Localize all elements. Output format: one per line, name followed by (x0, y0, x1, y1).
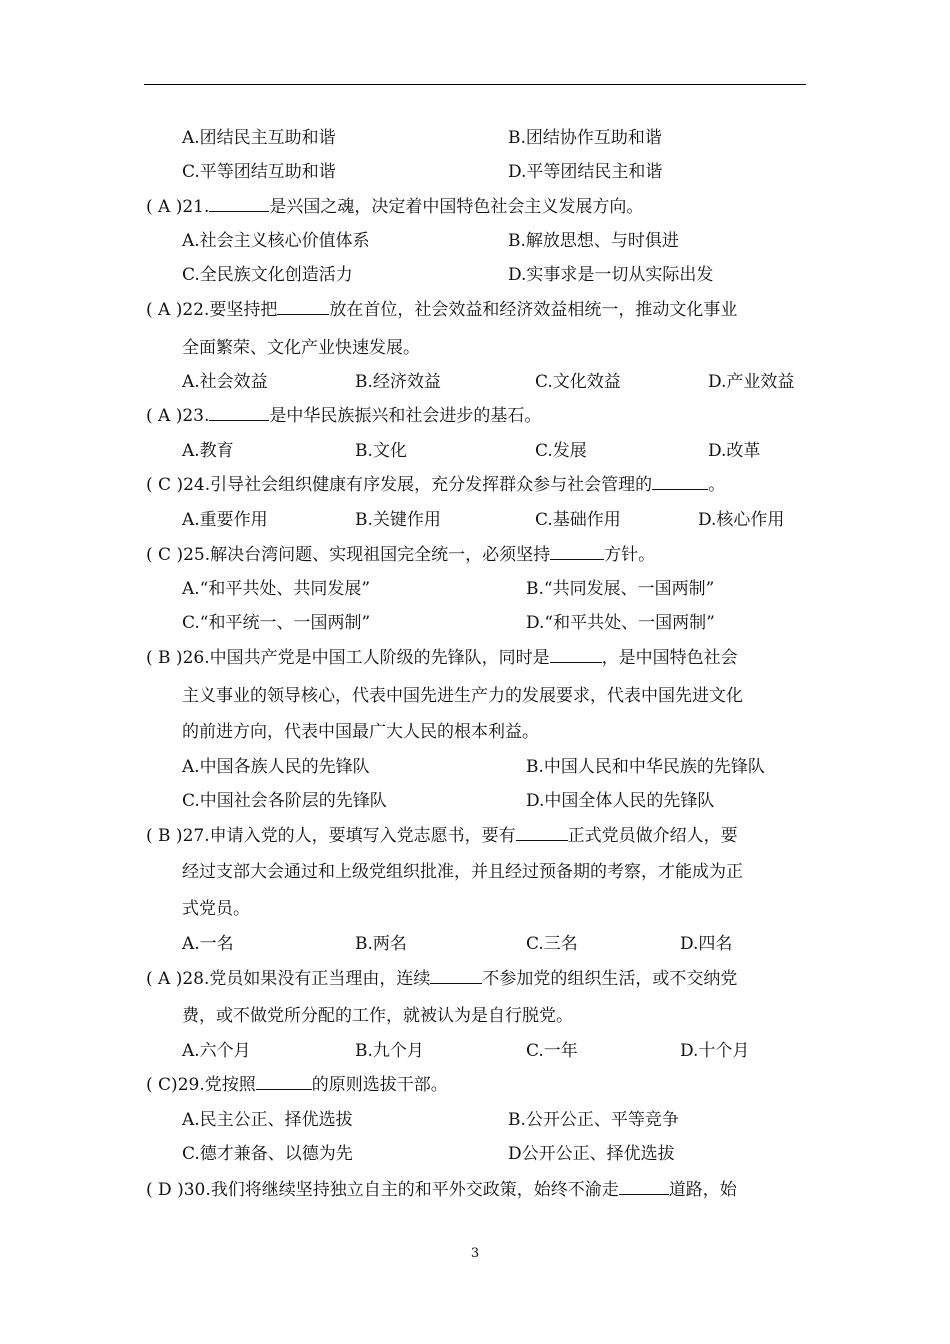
question-text: 解决台湾问题、实现祖国完全统一，必须坚持 (210, 545, 551, 565)
question-number: 26. (182, 648, 210, 668)
answer-marker: ( C) (146, 1075, 178, 1095)
question-26 (146, 646, 738, 670)
answer-blank (430, 967, 482, 984)
option-a: A.一名 (182, 934, 234, 954)
question-text: 申请入党的人，要填写入党志愿书，要有 (209, 826, 516, 846)
option-a: A.民主公正、择优选拔 (182, 1110, 353, 1130)
option-b: B.九个月 (355, 1041, 424, 1061)
question-number: 25. (183, 545, 211, 565)
question-number: 22. (182, 300, 210, 320)
answer-blank (652, 473, 708, 490)
question-text-cont: 方针。 (604, 545, 656, 565)
answer-blank (209, 195, 269, 212)
question-27 (146, 824, 738, 848)
question-30 (146, 1178, 737, 1202)
question-text-cont: 的原则选拔干部。 (311, 1075, 448, 1095)
answer-blank (277, 298, 329, 315)
option-c: C.“和平统一、一国两制” (182, 613, 371, 633)
option-a: A.社会主义核心价值体系 (182, 231, 370, 251)
question-23 (146, 404, 541, 428)
question-continuation: 式党员。 (182, 899, 250, 919)
question-text-cont: 放在首位，社会效益和经济效益相统一，推动文化事业 (329, 300, 738, 320)
question-text: 我们将继续坚持独立自主的和平外交政策，始终不渝走 (210, 1180, 619, 1200)
option-c: C.平等团结互助和谐 (182, 162, 336, 182)
option-a: A.团结民主互助和谐 (182, 128, 336, 148)
answer-blank (550, 543, 604, 560)
answer-marker: ( C ) (146, 545, 184, 565)
option-d: D.四名 (680, 934, 733, 954)
answer-marker: ( B ) (146, 826, 183, 846)
option-d: D.十个月 (680, 1041, 750, 1061)
question-continuation: 全面繁荣、文化产业快速发展。 (182, 338, 420, 358)
option-c: C.全民族文化创造活力 (182, 265, 353, 285)
option-c: C.三名 (526, 934, 578, 954)
question-22 (146, 298, 737, 322)
option-a: A.教育 (182, 441, 234, 461)
option-c: C.中国社会各阶层的先锋队 (182, 791, 387, 811)
answer-marker: ( A ) (146, 197, 183, 217)
question-text-cont: ，是中国特色社会 (601, 648, 738, 668)
question-continuation: 经过支部大会通过和上级党组织批准，并且经过预备期的考察，才能成为正 (182, 862, 743, 882)
option-b: B.解放思想、与时俱进 (508, 231, 679, 251)
option-d: D公开公正、择优选拔 (508, 1144, 675, 1164)
question-28 (146, 967, 737, 991)
option-d: D.“和平共处、一国两制” (526, 613, 715, 633)
question-number: 30. (183, 1180, 211, 1200)
option-a: A.社会效益 (182, 372, 268, 392)
page-number: 3 (470, 1246, 480, 1261)
option-c: C.文化效益 (535, 372, 621, 392)
answer-blank (619, 1178, 669, 1195)
option-c: C.发展 (535, 441, 587, 461)
question-text: 引导社会组织健康有序发展，充分发挥群众参与社会管理的 (210, 475, 653, 495)
question-25 (146, 543, 655, 567)
question-text: 是中华民族振兴和社会进步的基石。 (269, 406, 542, 426)
option-c: C.一年 (526, 1041, 578, 1061)
answer-marker: ( A ) (146, 406, 183, 426)
answer-blank (256, 1073, 312, 1090)
answer-marker: ( D ) (146, 1180, 184, 1200)
question-text: 要坚持把 (209, 300, 278, 320)
option-a: A.重要作用 (182, 510, 268, 530)
answer-marker: ( B ) (146, 648, 183, 668)
answer-marker: ( A ) (146, 300, 183, 320)
question-number: 28. (182, 969, 210, 989)
question-text: 是兴国之魂，决定着中国特色社会主义发展方向。 (269, 197, 644, 217)
answer-blank (550, 646, 602, 663)
header-rule (144, 84, 806, 85)
question-text-cont: 不参加党的组织生活，或不交纳党 (482, 969, 738, 989)
answer-blank (209, 404, 269, 421)
question-continuation: 费，或不做党所分配的工作，就被认为是自行脱党。 (182, 1006, 573, 1026)
question-text-cont: 。 (708, 475, 726, 495)
option-b: B.文化 (355, 441, 407, 461)
option-d: D.核心作用 (698, 510, 785, 530)
question-text: 中国共产党是中国工人阶级的先锋队，同时是 (209, 648, 550, 668)
option-a: A.六个月 (182, 1041, 251, 1061)
answer-marker: ( A ) (146, 969, 183, 989)
question-21 (146, 195, 643, 219)
option-c: C.德才兼备、以德为先 (182, 1144, 353, 1164)
option-b: B.中国人民和中华民族的先锋队 (526, 757, 765, 777)
option-d: D.中国全体人民的先锋队 (526, 791, 715, 811)
question-text-cont: 道路，始 (668, 1180, 737, 1200)
question-number: 27. (182, 826, 210, 846)
question-24 (146, 473, 725, 497)
option-c: C.基础作用 (535, 510, 621, 530)
question-29 (146, 1073, 448, 1097)
question-number: 29. (177, 1075, 205, 1095)
question-continuation: 的前进方向，代表中国最广大人民的根本利益。 (182, 722, 539, 742)
answer-blank (516, 824, 568, 841)
option-d: D.平等团结民主和谐 (508, 162, 663, 182)
question-text: 党员如果没有正当理由，连续 (209, 969, 431, 989)
option-b: B.经济效益 (355, 372, 441, 392)
option-b: B.团结协作互助和谐 (508, 128, 662, 148)
option-d: D.改革 (708, 441, 761, 461)
question-continuation: 主义事业的领导核心，代表中国先进生产力的发展要求，代表中国先进文化 (182, 686, 743, 706)
question-number: 23. (182, 406, 210, 426)
question-number: 21. (182, 197, 210, 217)
option-b: B.公开公正、平等竞争 (508, 1110, 679, 1130)
question-text-cont: 正式党员做介绍人，要 (567, 826, 738, 846)
option-d: D.产业效益 (708, 372, 795, 392)
option-a: A.中国各族人民的先锋队 (182, 757, 370, 777)
answer-marker: ( C ) (146, 475, 184, 495)
option-b: B.“共同发展、一国两制” (526, 579, 715, 599)
option-d: D.实事求是一切从实际出发 (508, 265, 714, 285)
question-number: 24. (183, 475, 211, 495)
option-a: A.“和平共处、共同发展” (182, 579, 371, 599)
option-b: B.关键作用 (355, 510, 441, 530)
option-b: B.两名 (355, 934, 407, 954)
question-text: 党按照 (204, 1075, 256, 1095)
